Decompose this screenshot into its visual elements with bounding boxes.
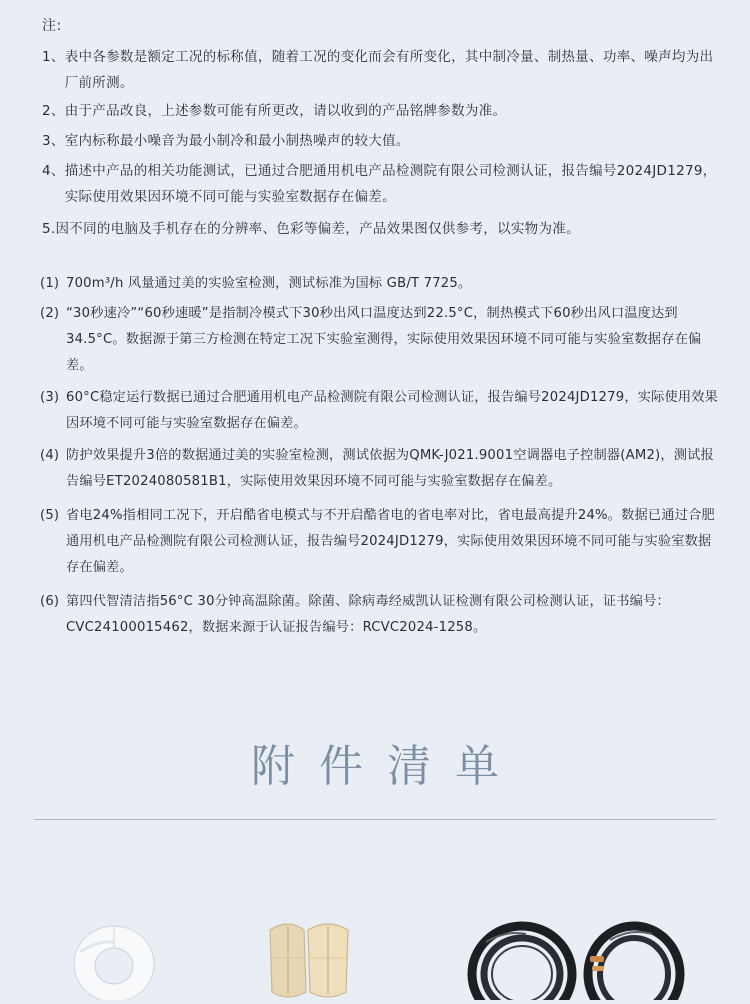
footnote-number: (2): [40, 306, 60, 321]
footnote-number: (5): [40, 508, 60, 523]
section-divider: [34, 819, 716, 820]
notes-heading: 注:: [42, 18, 62, 34]
footnote-number: (3): [40, 390, 60, 405]
note-item-5: [42, 216, 726, 242]
footnote-1: [40, 271, 724, 297]
footnote-2: [40, 301, 724, 379]
note-item-3: [42, 128, 726, 154]
footnote-6: [40, 589, 724, 641]
footnote-text: 第四代智清洁指56°C 30分钟高温除菌。除菌、除病毒经威凯认证检测有限公司检测认证，证书编号：CVC24100015462，数据来源于认证报告编号：RCVC2024-1258。: [66, 594, 670, 635]
footnote-number: (6): [40, 594, 60, 609]
note-item-4: [42, 158, 726, 210]
note-number: 1、: [42, 49, 65, 65]
insulated-pipe-coil-icon: [580, 912, 688, 1000]
note-item-2: [42, 98, 726, 124]
wall-sleeve-ring-icon: [68, 912, 160, 1000]
footnote-number: (1): [40, 276, 60, 291]
note-number: 4、: [42, 163, 65, 179]
note-text: 描述中产品的相关功能测试，已通过合肥通用机电产品检测院有限公司检测认证，报告编号2024JD1279，实际使用效果因环境不同可能与实验室数据存在偏差。: [64, 163, 717, 205]
accessories-title: 附件清单: [251, 741, 523, 792]
footnote-text: 60°C稳定运行数据已通过合肥通用机电产品检测院有限公司检测认证，报告编号2024JD1279，实际使用效果因环境不同可能与实验室数据存在偏差。: [66, 390, 719, 431]
note-text: 室内标称最小噪音为最小制冷和最小制热噪声的较大值。: [64, 133, 410, 149]
footnote-4: [40, 443, 724, 495]
note-text: 因不同的电脑及手机存在的分辨率、色彩等偏差，产品效果图仅供参考，以实物为准。: [55, 221, 580, 237]
note-text: 由于产品改良，上述参数可能有所更改，请以收到的产品铭牌参数为准。: [64, 103, 507, 119]
footnote-number: (4): [40, 448, 60, 463]
note-number: 5.: [42, 221, 56, 237]
note-number: 3、: [42, 133, 65, 149]
drain-connector-icon: [262, 912, 358, 1000]
note-text: 表中各参数是额定工况的标称值，随着工况的变化而会有所变化，其中制冷量、制热量、功率、噪声均为出厂前所测。: [64, 49, 714, 91]
footnote-text: 700m³/h 风量通过美的实验室检测，测试标准为国标 GB/T 7725。: [66, 276, 472, 291]
footnote-text: “30秒速冷”“60秒速暖”是指制冷模式下30秒出风口温度达到22.5°C，制热模式下60秒出风口温度达到34.5°C。数据源于第三方检测在特定工况下实验室测得，实际使用效果因环境不同可能与实验室数据存在偏差。: [66, 306, 702, 373]
note-number: 2、: [42, 103, 65, 119]
copper-pipe-coil-icon: [466, 912, 580, 1000]
footnote-text: 防护效果提升3倍的数据通过美的实验室检测，测试依据为QMK-J021.9001空调器电子控制器(AM2)，测试报告编号ET2024080581B1，实际使用效果因环境不同可能与实验室数据存在偏差。: [66, 448, 714, 489]
footnote-5: [40, 503, 724, 581]
footnote-3: [40, 385, 724, 437]
footnote-text: 省电24%指相同工况下，开启酷省电模式与不开启酷省电的省电率对比，省电最高提升24%。数据已通过合肥通用机电产品检测院有限公司检测认证，报告编号2024JD1279，实际使用效果因环境不同可能与实验室数据存在偏差。: [66, 508, 715, 575]
note-item-1: [42, 44, 726, 96]
